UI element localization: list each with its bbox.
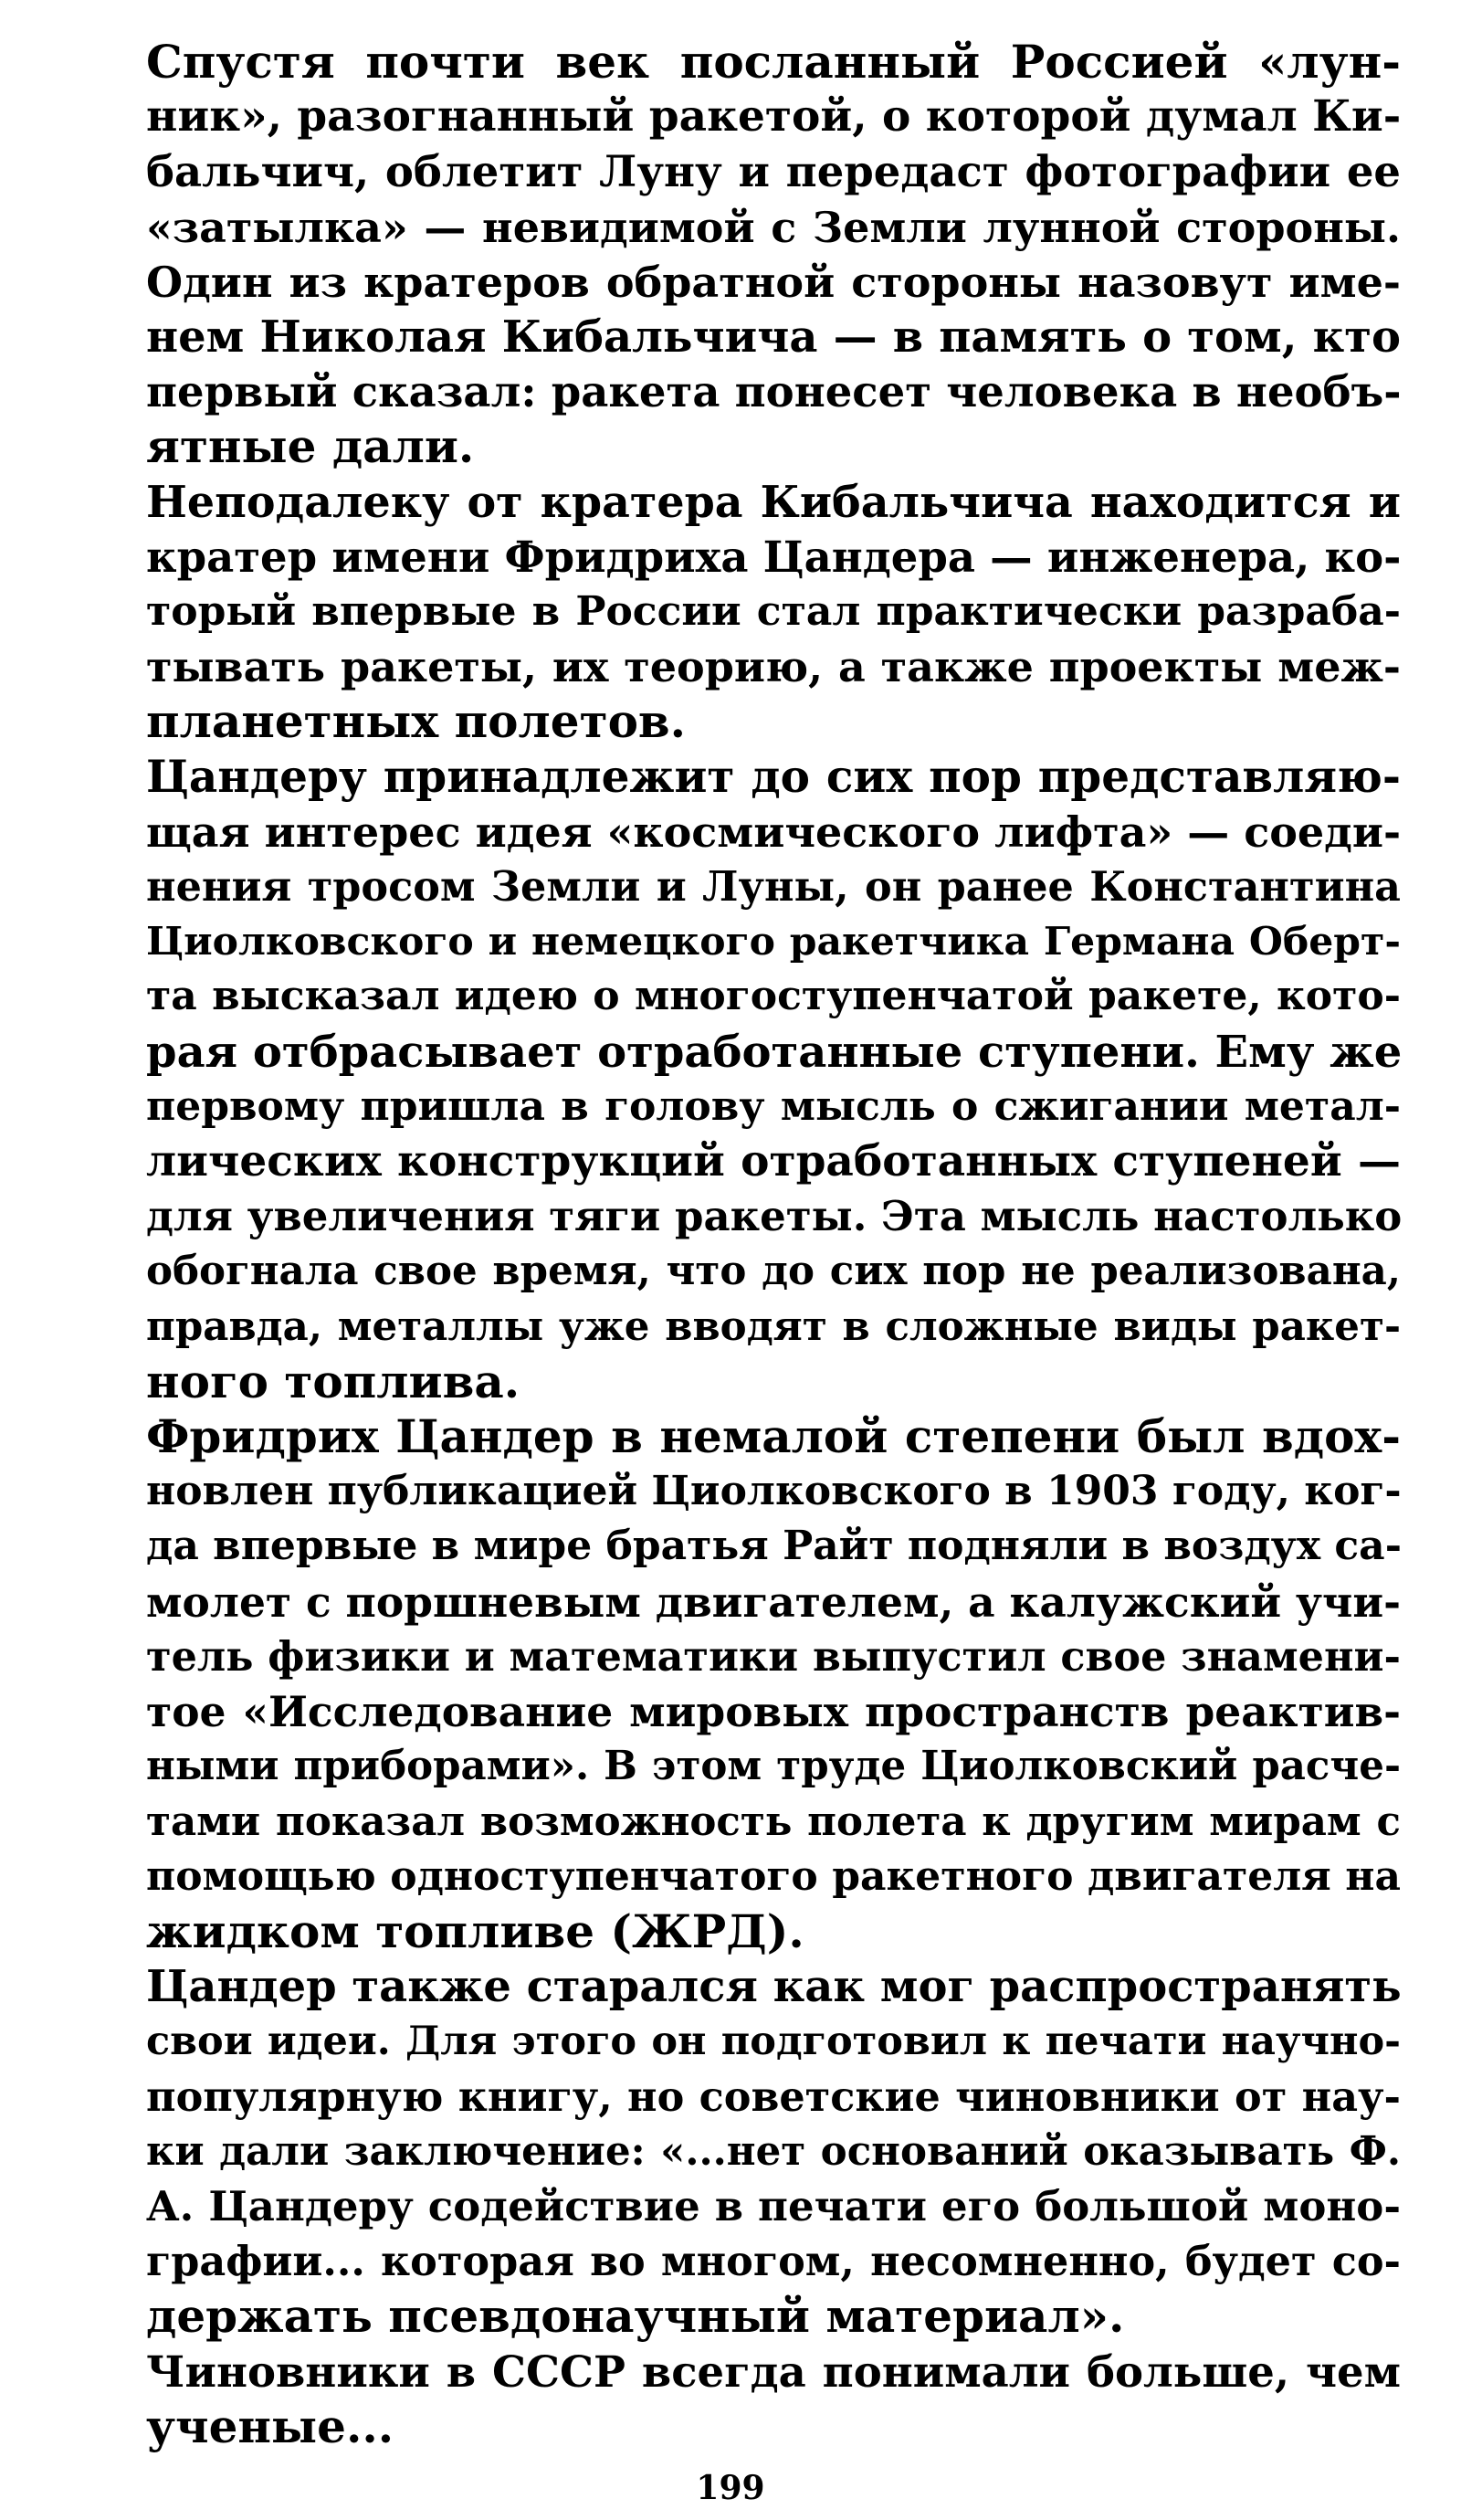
text-line: молет с поршневым двигателем, а калужский учи-: [146, 1576, 1401, 1627]
text-line: тель физики и математики выпустил свое знамени-: [146, 1632, 1401, 1681]
text-line: Чиновники в СССР всегда понимали больше, чем: [146, 2346, 1401, 2397]
paragraph: [68, 750, 1401, 1409]
page-body: [68, 35, 1401, 2454]
text-line: популярную книгу, но советские чиновники от нау-: [146, 2072, 1401, 2121]
text-line: ного топлива.: [146, 1354, 520, 1408]
text-line: тывать ракеты, их теорию, а также проекты меж-: [146, 642, 1401, 692]
text-line: первый сказал: ракета понесет человека в необъ-: [146, 366, 1402, 417]
text-line: А. Цандеру содействие в печати его большой моно-: [146, 2181, 1401, 2230]
text-line: правда, металлы уже вводят в сложные виды ракет-: [146, 1302, 1401, 1350]
text-line: Циолковского и немецкого ракетчика Германа Оберт-: [146, 919, 1401, 965]
text-line: рая отбрасывает отработанные ступени. Ему же: [146, 1026, 1403, 1078]
text-line: лических конструкций отработанных ступеней —: [146, 1136, 1401, 1187]
text-line: обогнала свое время, что до сих пор не реализована,: [146, 1248, 1401, 1295]
text-line: нем Николая Кибальчича — в память о том, кто: [146, 311, 1401, 364]
text-line: ник», разогнанный ракетой, о которой думал Ки-: [146, 91, 1402, 142]
text-line: торый впервые в России стал практически разраба-: [146, 588, 1401, 636]
text-line: ученые...: [146, 2399, 394, 2453]
text-line: ки дали заключение: «...нет оснований оказывать Ф.: [146, 2127, 1401, 2175]
text-line: ятные дали.: [146, 419, 475, 474]
text-line: держать псевдонаучный материал».: [146, 2289, 1125, 2344]
text-line: ными приборами». В этом труде Циолковский расче-: [146, 1743, 1401, 1790]
text-line: Фридрих Цандер в немалой степени был вдох-: [146, 1409, 1401, 1464]
text-line: помощью одноступенчатого ракетного двигателя на: [146, 1852, 1401, 1900]
text-line: Спустя почти век посланный Россией «лун-: [146, 35, 1401, 89]
paragraph: [68, 1409, 1401, 1959]
text-line: тами показал возможность полета к другим мирам с: [146, 1798, 1401, 1845]
page-number: 199: [696, 2469, 765, 2507]
text-line: жидком топливе (ЖРД).: [146, 1903, 804, 1958]
text-line: новлен публикацией Циолковского в 1903 году, ког-: [146, 1468, 1402, 1515]
text-line: первому пришла в голову мысль о сжигании метал-: [146, 1082, 1401, 1130]
text-line: графии... которая во многом, несомненно, будет со-: [146, 2238, 1401, 2286]
paragraph: [68, 475, 1401, 750]
paragraph: [68, 1959, 1401, 2344]
paragraph: [68, 2345, 1401, 2454]
text-line: тое «Исследование мировых пространств реактив-: [146, 1687, 1401, 1737]
text-line: свои идеи. Для этого он подготовил к печати научно-: [146, 2019, 1401, 2065]
text-line: Цандер также старался как мог распространять: [146, 1961, 1402, 2013]
text-line: для увеличения тяги ракеты. Эта мысль настолько: [146, 1192, 1403, 1241]
text-line: планетных полетов.: [146, 694, 687, 749]
text-line: Неподалеку от кратера Кибальчича находится и: [146, 476, 1401, 528]
text-line: бальчич, облетит Луну и передаст фотографии ее: [146, 146, 1401, 197]
text-line: кратер имени Фридриха Цандера — инженера, ко-: [146, 531, 1402, 582]
text-line: Цандеру принадлежит до сих пор представляю-: [146, 750, 1401, 803]
text-line: щая интерес идея «космического лифта» — соеди-: [146, 807, 1402, 857]
text-line: «затылка» — невидимой с Земли лунной стороны.: [146, 202, 1401, 252]
paragraph: [68, 35, 1401, 475]
text-line: Один из кратеров обратной стороны назовут име-: [146, 257, 1401, 307]
text-line: нения тросом Земли и Луны, он ранее Константина: [146, 863, 1401, 912]
text-line: да впервые в мире братья Райт подняли в воздух са-: [146, 1523, 1402, 1570]
text-line: та высказал идею о многоступенчатой ракете, кото-: [146, 973, 1401, 1020]
